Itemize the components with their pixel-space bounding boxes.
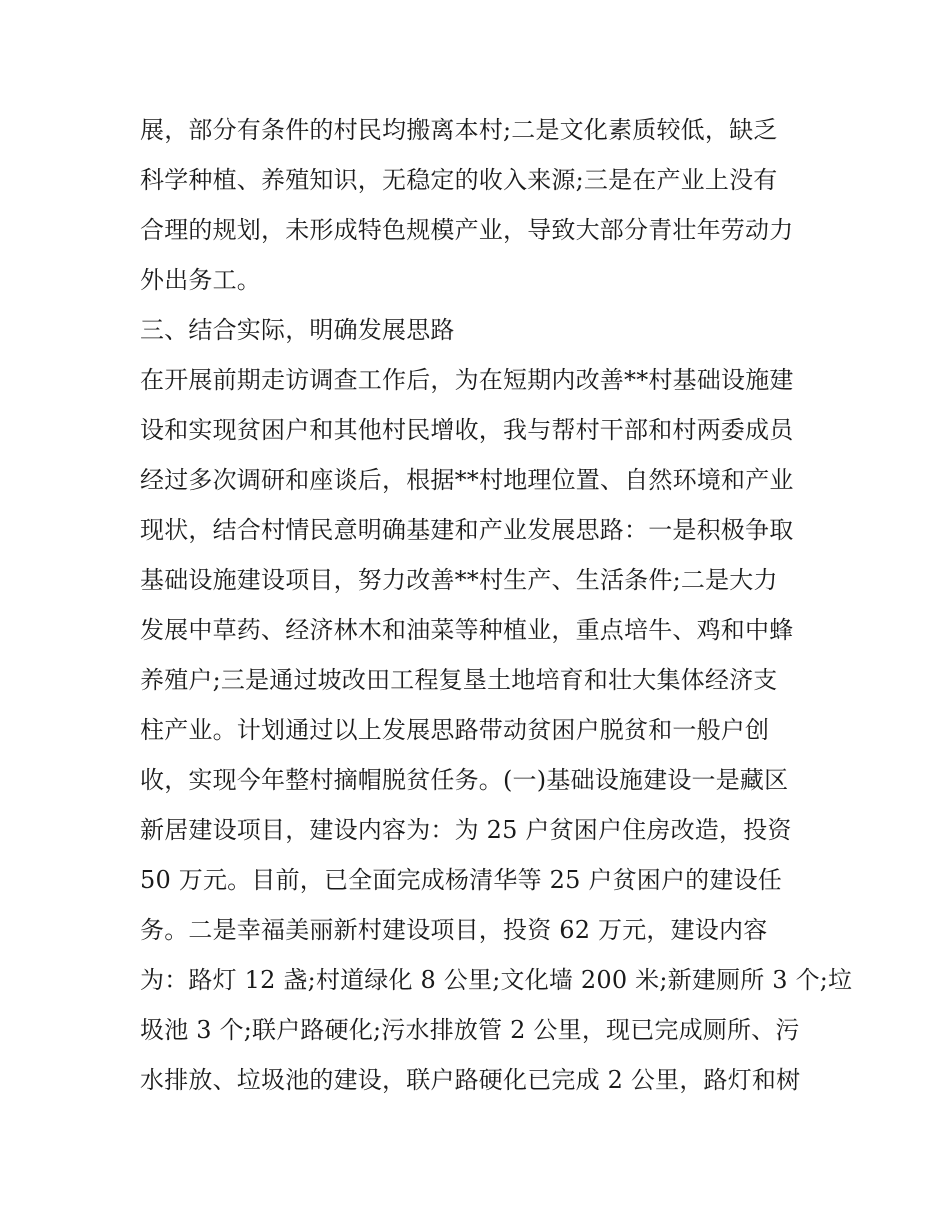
- text-line: 现状，结合村情民意明确基建和产业发展思路：一是积极争取: [140, 516, 794, 544]
- text-line: 基础设施建设项目，努力改善**村生产、生活条件;二是大力: [140, 566, 778, 594]
- text-line: 收，实现今年整村摘帽脱贫任务。(一)基础设施建设一是藏区: [140, 766, 789, 794]
- text-line: 设和实现贫困户和其他村民增收，我与帮村干部和村两委成员: [140, 416, 794, 444]
- text-line: 科学种植、养殖知识，无稳定的收入来源;三是在产业上没有: [140, 166, 778, 194]
- text-line: 圾池 3 个;联户路硬化;污水排放管 2 公里，现已完成厕所、污: [140, 1016, 800, 1044]
- text-line: 水排放、垃圾池的建设，联户路硬化已完成 2 公里，路灯和树: [140, 1066, 801, 1094]
- text-line: 外出务工。: [140, 266, 261, 294]
- text-line: 经过多次调研和座谈后，根据**村地理位置、自然环境和产业: [140, 466, 794, 494]
- text-line: 为：路灯 12 盏;村道绿化 8 公里;文化墙 200 米;新建厕所 3 个;垃: [140, 966, 853, 994]
- text-line: 在开展前期走访调查工作后，为在短期内改善**村基础设施建: [140, 366, 794, 394]
- text-line: 柱产业。计划通过以上发展思路带动贫困户脱贫和一般户创: [140, 716, 770, 744]
- text-line: 新居建设项目，建设内容为：为 25 户贫困户住房改造，投资: [140, 816, 792, 844]
- section-heading: 三、结合实际，明确发展思路: [140, 316, 455, 344]
- text-line: 发展中草药、经济林木和油菜等种植业，重点培牛、鸡和中蜂: [140, 616, 794, 644]
- text-line: 务。二是幸福美丽新村建设项目，投资 62 万元，建设内容: [140, 916, 768, 944]
- text-line: 展，部分有条件的村民均搬离本村;二是文化素质较低，缺乏: [140, 116, 778, 144]
- text-line: 养殖户;三是通过坡改田工程复垦土地培育和壮大集体经济支: [140, 666, 778, 694]
- text-line: 合理的规划，未形成特色规模产业，导致大部分青壮年劳动力: [140, 216, 794, 244]
- text-line: 50 万元。目前，已全面完成杨清华等 25 户贫困户的建设任: [140, 866, 782, 894]
